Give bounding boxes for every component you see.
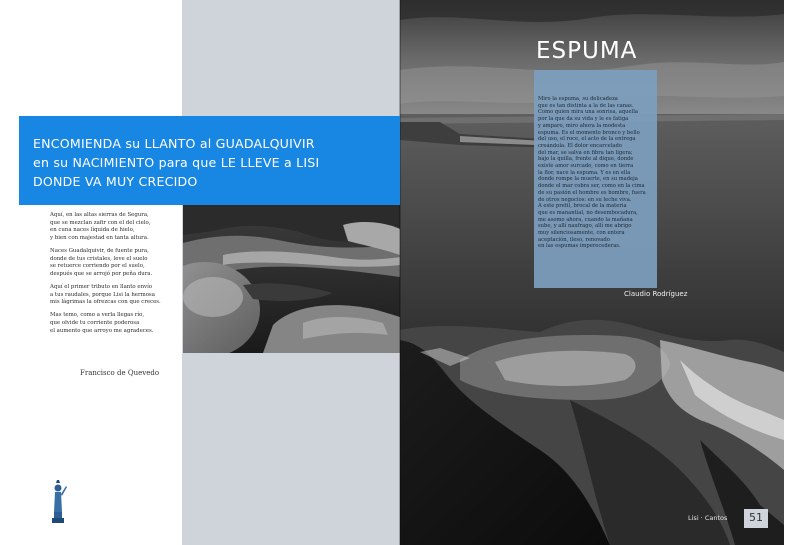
title-line: DONDE VA MUY CRECIDO xyxy=(33,174,198,189)
author-quevedo: Francisco de Quevedo xyxy=(80,369,160,377)
title-line: en su NACIMIENTO para que LE LLEVE a LISI xyxy=(33,155,320,170)
poem-line: creándola. El dolor encarcelado xyxy=(538,142,622,149)
poem-line: que es manantial, no desembocadura, xyxy=(538,209,638,216)
poem-line: en cuna naces líquida de hielo, xyxy=(50,227,135,234)
footer-label: Lisi · Cantos xyxy=(688,514,728,522)
poem-line: existe amor surcado, como en tierra xyxy=(538,163,634,170)
poem-stanza xyxy=(50,248,182,278)
poem-line: donde rompe la muerte, en su madeja xyxy=(538,176,638,183)
rock-stream-photo xyxy=(183,205,400,353)
poem-line: A este pretil, brocal de la materia xyxy=(538,203,627,210)
poem-line: donde de tus cristales, leve el suelo xyxy=(50,255,148,262)
poem-line: Aquí el primer tributo en llanto envío xyxy=(50,283,153,290)
spine-shadow xyxy=(399,0,401,545)
poem-line: que es tan distinta a la de las canas. xyxy=(538,102,634,109)
poem-title xyxy=(33,134,393,191)
poem-line: aceptación, ileso, renovado xyxy=(538,236,610,243)
poem-stanza xyxy=(50,312,182,335)
poem-line: el aumento que arroyo me agradeces. xyxy=(50,327,154,334)
right-page-margin xyxy=(784,0,800,545)
poem-line: del uso, el roce, el acto de la entrega xyxy=(538,136,636,143)
poem-line: Mas temo, como a verla llegas río, xyxy=(50,312,145,319)
espuma-title: ESPUMA xyxy=(536,38,638,64)
author-rodriguez: Claudio Rodríguez xyxy=(624,290,688,298)
statue-icon xyxy=(47,480,69,524)
poem-line: que olvide tu corriente poderosa xyxy=(50,319,140,326)
poem-line: donde el mar cobra ser, como en la cima xyxy=(538,183,645,190)
poem-line: Naces Guadalquivir, de fuente pura, xyxy=(50,247,149,254)
title-line: ENCOMIENDA su LLANTO al GUADALQUIVIR xyxy=(33,136,315,151)
poem-line: se retuerce corriendo por el suelo, xyxy=(50,263,145,270)
poem-line: Aquí, en las altas sierras de Segura, xyxy=(50,212,149,218)
poem-line: espuma. Es el momento bronco y bello xyxy=(538,129,640,136)
espuma-poem xyxy=(538,96,655,250)
poem-line: Miro la espuma, su delicadeza xyxy=(538,96,618,102)
poem-line: en las espumas imperecederas. xyxy=(538,243,621,250)
poem-line: de su pasión el hombre es hombre, fuera xyxy=(538,189,646,196)
poem-line: que se mezclan zafir con el del cielo, xyxy=(50,219,151,226)
poem-stanza xyxy=(50,284,182,307)
poem-line: Como quien mira una sonrisa, aquella xyxy=(538,109,638,116)
poem-line: después que se arrojó por peña dura. xyxy=(50,270,153,277)
poem-line: me asomo ahora, cuando la mañana xyxy=(538,216,633,223)
poem-line: de otros negocios: en su leche viva. xyxy=(538,196,632,203)
quevedo-poem xyxy=(50,212,182,341)
poem-line: y amparo, miro ahora la modesta xyxy=(538,122,626,129)
poem-line: muy silenciosamente, con entera xyxy=(538,230,625,237)
poem-line: por la que da su vida y le es fatiga xyxy=(538,116,629,123)
page-number: 51 xyxy=(749,511,763,524)
poem-line: la flor, nace la espuma. Y es en ella xyxy=(538,169,631,176)
poem-line: bajo la quilla, frente al dique, donde xyxy=(538,156,634,163)
poem-line: del mar, se salva en fibra tan ligera; xyxy=(538,149,633,156)
poem-line: mis lágrimas la ofrezcas con que creces. xyxy=(50,299,161,306)
poem-stanza xyxy=(50,212,182,242)
poem-line: sube, y allí naufrago, allí me abrigo xyxy=(538,223,632,230)
poem-line: y bien con majestad en tanta altura. xyxy=(50,234,149,241)
poem-line: a tus raudales, porque Lisi la hermosa xyxy=(50,291,155,298)
